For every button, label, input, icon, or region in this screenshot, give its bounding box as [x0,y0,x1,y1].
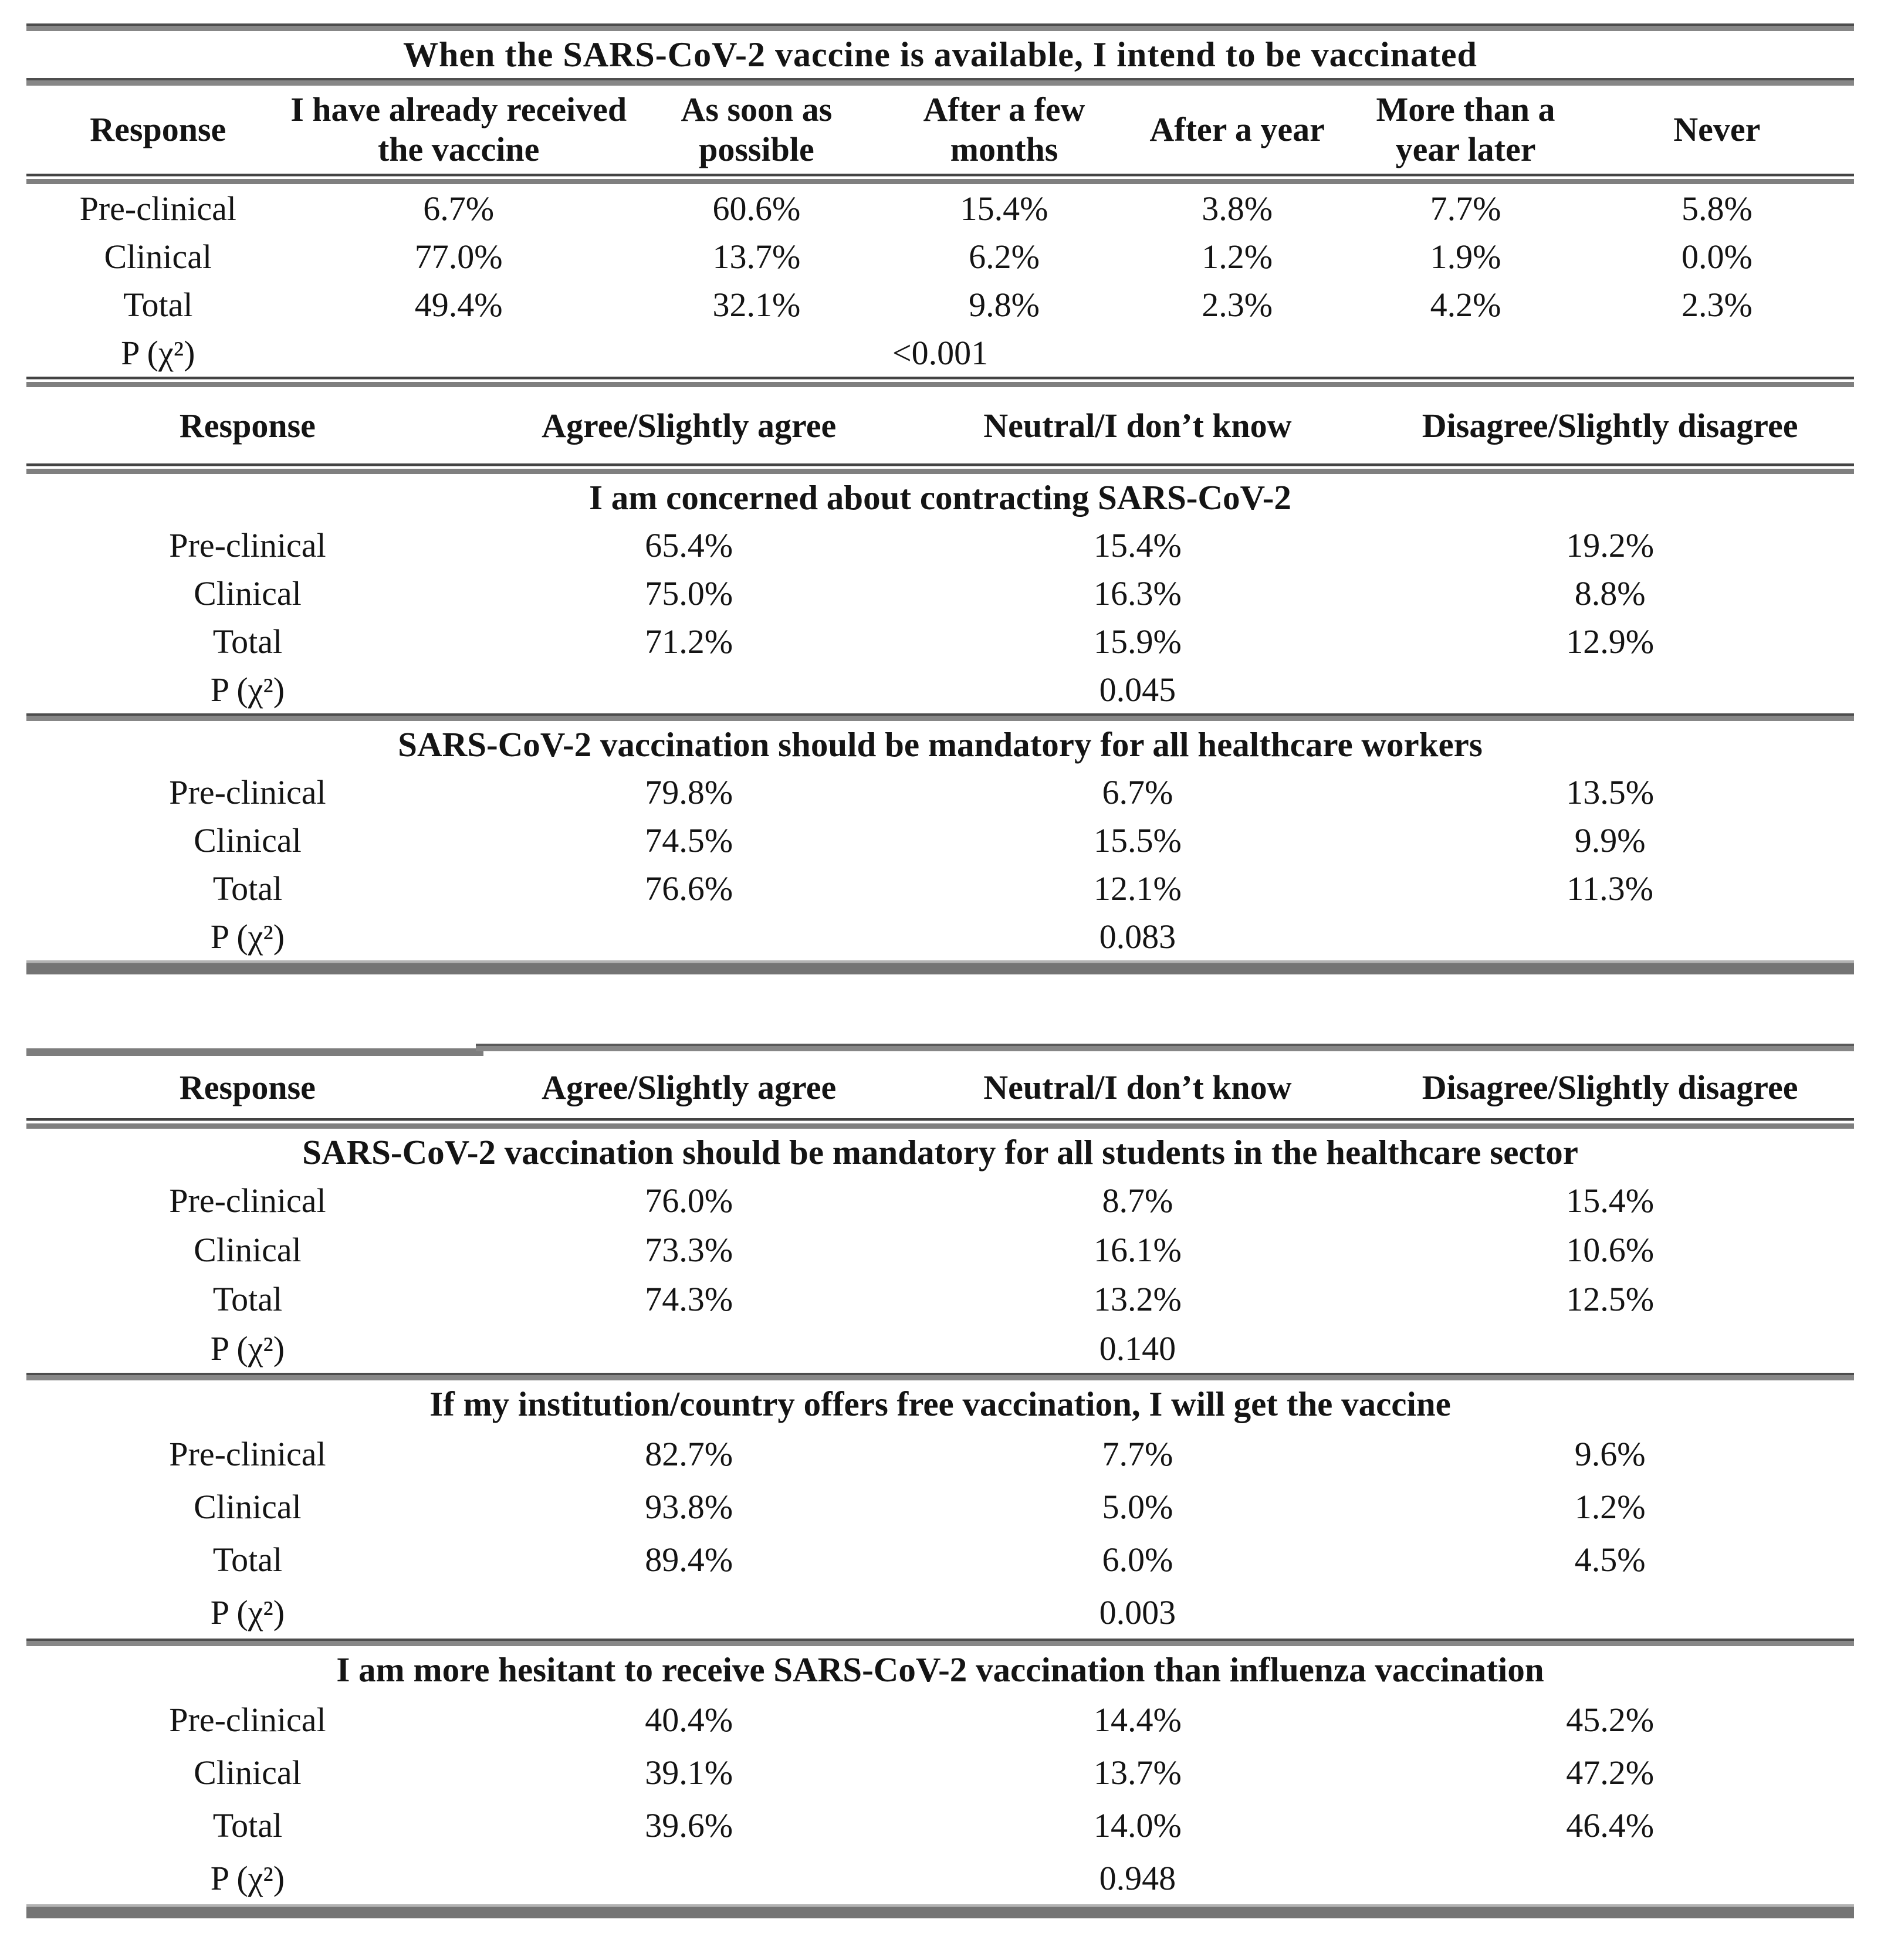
percentage-cell: 7.7% [1430,189,1501,228]
table-row [26,280,1854,329]
column-header-agree: Agree/Slightly agree [542,1068,837,1106]
statement-table [26,1427,1854,1639]
percentage-cell: 74.3% [645,1279,733,1318]
p-value: 0.140 [1099,1329,1176,1367]
p-value-row [26,1323,1854,1373]
row-label: Clinical [194,1487,302,1526]
statement-title: I am more hesitant to receive SARS-CoV-2 vaccination than influenza vaccination [336,1650,1544,1689]
column-header-response: Response [179,406,316,445]
percentage-cell: 71.2% [645,622,733,661]
percentage-cell: 5.0% [1102,1487,1173,1526]
border-main-segment [476,1044,1854,1051]
percentage-cell: 9.8% [969,285,1040,324]
statement-table [26,521,1854,713]
column-header-neutral: Neutral/I don’t know [983,406,1292,445]
border-left-segment [26,1048,483,1056]
table-row [26,1176,1854,1225]
percentage-cell: 16.3% [1093,574,1182,612]
row-label: Total [212,1279,283,1318]
table-row [26,1274,1854,1323]
percentage-cell: 13.5% [1566,773,1655,811]
p-chi-label: P (χ²) [121,333,195,372]
table-row [26,1480,1854,1533]
percentage-cell: 45.2% [1566,1700,1655,1739]
column-header-disagree: Disagree/Slightly disagree [1422,406,1798,445]
column-header-disagree: Disagree/Slightly disagree [1422,1068,1798,1106]
percentage-cell: 39.6% [645,1806,733,1844]
statement-table [26,1176,1854,1373]
percentage-cell: 11.3% [1567,869,1653,908]
row-label: Pre-clinical [169,1700,326,1739]
p-value: 0.003 [1099,1593,1176,1631]
percentage-cell: 15.9% [1093,622,1182,661]
percentage-cell: 2.3% [1202,285,1273,324]
percentage-cell: 7.7% [1102,1434,1173,1473]
percentage-cell: 8.8% [1574,574,1646,612]
percentage-cell: 60.6% [712,189,801,228]
p-chi-label: P (χ²) [210,1593,285,1631]
row-label: Pre-clinical [169,1181,326,1220]
row-label: Total [212,1806,283,1844]
table1-title-row [26,31,1854,78]
table2-bottom-border [26,1904,1854,1918]
percentage-cell: 16.1% [1093,1230,1182,1269]
percentage-cell: 15.4% [960,189,1048,228]
row-label: Clinical [194,1753,302,1792]
table-row [26,1799,1854,1851]
p-value: <0.001 [892,333,989,372]
p-value-row [26,1851,1854,1904]
percentage-cell: 8.7% [1102,1181,1173,1220]
column-header-agree: Agree/Slightly agree [542,406,837,445]
column-header-already-received: I have already received the vaccine [290,90,627,168]
percentage-cell: 39.1% [645,1753,733,1792]
p-chi-label: P (χ²) [210,1329,285,1367]
percentage-cell: 82.7% [645,1434,733,1473]
percentage-cell: 73.3% [645,1230,733,1269]
divider-section [26,1639,1854,1646]
column-header-after-a-year: After a year [1149,110,1325,148]
intent-table-body [26,184,1854,377]
statement-title: I am concerned about contracting SARS-CoV-2 [589,478,1291,517]
p-value-row [26,1586,1854,1639]
percentage-cell: 79.8% [645,773,733,811]
percentage-cell: 14.0% [1093,1806,1182,1844]
divider-below-header [26,463,1854,474]
percentage-cell: 1.9% [1430,237,1501,276]
row-label: Pre-clinical [79,189,236,228]
row-label: Clinical [194,821,302,859]
table-row [26,184,1854,232]
divider-section [26,377,1854,387]
percentage-cell: 13.2% [1093,1279,1182,1318]
percentage-cell: 14.4% [1093,1700,1182,1739]
table-row [26,232,1854,280]
percentage-cell: 15.4% [1566,1181,1655,1220]
percentage-cell: 47.2% [1566,1753,1655,1792]
percentage-cell: 75.0% [645,574,733,612]
percentage-cell: 13.7% [1093,1753,1182,1792]
divider-below-header [26,174,1854,184]
p-value: 0.083 [1099,917,1176,956]
divider-section [26,1373,1854,1380]
statement-title: SARS-CoV-2 vaccination should be mandatory for all students in the healthcare sector [302,1132,1578,1172]
percentage-cell: 6.7% [1102,773,1173,811]
percentage-cell: 32.1% [712,285,801,324]
divider-below-header [26,1118,1854,1129]
table-row [26,816,1854,864]
percentage-cell: 1.2% [1574,1487,1646,1526]
percentage-cell: 49.4% [414,285,503,324]
divider-below-title [26,78,1854,86]
statement-table [26,768,1854,960]
table-row [26,521,1854,569]
percentage-cell: 9.6% [1574,1434,1646,1473]
percentage-cell: 3.8% [1202,189,1273,228]
statement-title: If my institution/country offers free vaccination, I will get the vaccine [429,1384,1451,1423]
percentage-cell: 15.5% [1093,821,1182,859]
column-header-as-soon-as-possible: As soon as possible [681,90,833,168]
percentage-cell: 6.0% [1102,1540,1173,1579]
percentage-cell: 89.4% [645,1540,733,1579]
table-row [26,1427,1854,1480]
row-label: Pre-clinical [169,773,326,811]
p-value: 0.045 [1099,670,1176,709]
p-value-row [26,912,1854,960]
column-header-after-few-months: After a few months [923,90,1085,168]
percentage-cell: 5.8% [1681,189,1753,228]
statement-title: SARS-CoV-2 vaccination should be mandatory for all healthcare workers [398,725,1483,764]
row-label: Pre-clinical [169,1434,326,1473]
percentage-cell: 6.2% [969,237,1040,276]
column-header-response: Response [179,1068,316,1106]
percentage-cell: 40.4% [645,1700,733,1739]
table1-title: When the SARS-CoV-2 vaccine is available, I intend to be vaccinated [403,35,1477,74]
row-label: Clinical [104,237,212,276]
table-row [26,768,1854,816]
row-label: Total [212,869,283,908]
p-value-row [26,329,1854,377]
column-header-more-than-year: More than a year later [1376,90,1555,168]
divider-section [26,713,1854,721]
percentage-cell: 4.5% [1574,1540,1646,1579]
table-row [26,569,1854,617]
p-chi-label: P (χ²) [210,1859,285,1897]
percentage-cell: 76.6% [645,869,733,908]
percentage-cell: 65.4% [645,526,733,564]
table-row [26,1225,1854,1274]
table-row [26,1693,1854,1746]
p-chi-label: P (χ²) [210,670,285,709]
intent-table-header [26,86,1854,174]
agreement-header-1 [26,387,1854,463]
p-value-row [26,665,1854,713]
percentage-cell: 76.0% [645,1181,733,1220]
row-label: Total [212,1540,283,1579]
percentage-cell: 19.2% [1566,526,1655,564]
p-chi-label: P (χ²) [210,917,285,956]
statement-table [26,1693,1854,1904]
row-label: Total [123,285,193,324]
column-header-never: Never [1673,110,1761,148]
table-row [26,864,1854,912]
column-header-neutral: Neutral/I don’t know [983,1068,1292,1106]
percentage-cell: 46.4% [1566,1806,1655,1844]
percentage-cell: 6.7% [423,189,495,228]
table-row [26,1533,1854,1586]
percentage-cell: 93.8% [645,1487,733,1526]
percentage-cell: 12.5% [1566,1279,1655,1318]
percentage-cell: 4.2% [1430,285,1501,324]
percentage-cell: 10.6% [1566,1230,1655,1269]
percentage-cell: 74.5% [645,821,733,859]
agreement-header-2 [26,1057,1854,1118]
table1-bottom-border [26,960,1854,974]
column-header-response: Response [90,110,226,148]
table-row [26,617,1854,665]
percentage-cell: 0.0% [1681,237,1753,276]
percentage-cell: 2.3% [1681,285,1753,324]
percentage-cell: 12.1% [1093,869,1182,908]
table-row [26,1746,1854,1799]
table2-top-border [26,1044,1854,1057]
percentage-cell: 13.7% [712,237,801,276]
percentage-cell: 9.9% [1574,821,1646,859]
p-value: 0.948 [1099,1859,1176,1897]
row-label: Clinical [194,574,302,612]
row-label: Pre-clinical [169,526,326,564]
table-gap [26,974,1854,1044]
percentage-cell: 15.4% [1093,526,1182,564]
row-label: Total [212,622,283,661]
table1-top-border [26,23,1854,31]
percentage-cell: 1.2% [1202,237,1273,276]
percentage-cell: 12.9% [1566,622,1655,661]
percentage-cell: 77.0% [414,237,503,276]
row-label: Clinical [194,1230,302,1269]
